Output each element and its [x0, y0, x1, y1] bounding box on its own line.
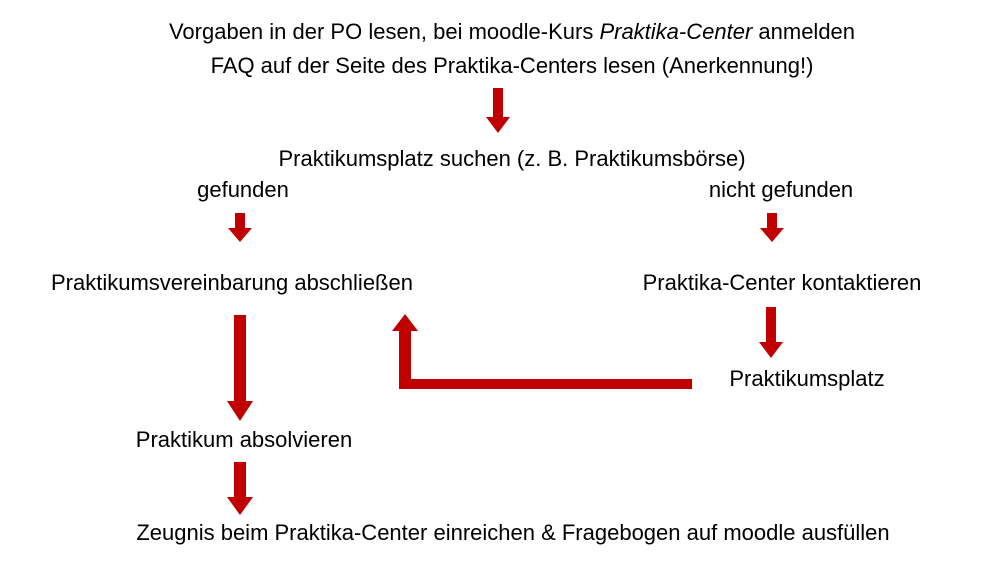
arrow-elbow-up-icon — [392, 314, 692, 389]
arrow-down-icon — [759, 307, 783, 358]
step-agreement-text: Praktikumsvereinbarung abschließen — [51, 270, 413, 295]
arrow-down-icon — [227, 315, 253, 421]
branch-not-found-label: nicht gefunden — [708, 177, 854, 202]
step-final-text: Zeugnis beim Praktika-Center einreichen & Fragebogen auf moodle ausfüllen — [136, 520, 890, 545]
step-placement-text: Praktikumsplatz — [729, 366, 885, 391]
arrow-down-icon — [760, 213, 784, 242]
step-register-prefix: Vorgaben in der PO lesen, bei moodle-Kurs — [168, 19, 600, 44]
step-search-text: Praktikumsplatz suchen (z. B. Praktikumsbörse) — [278, 146, 746, 171]
step-faq-text: FAQ auf der Seite des Praktika-Centers lesen (Anerkennung!) — [210, 53, 814, 78]
step-contact-text: Praktika-Center kontaktieren — [642, 270, 922, 295]
arrow-down-icon — [227, 462, 253, 515]
branch-found-label: gefunden — [197, 177, 289, 202]
step-register-suffix: anmelden — [752, 19, 856, 44]
arrow-down-icon — [486, 88, 510, 133]
arrow-down-icon — [228, 213, 252, 242]
step-register-course-name: Praktika-Center — [599, 19, 753, 44]
step-complete-text: Praktikum absolvieren — [135, 427, 353, 452]
